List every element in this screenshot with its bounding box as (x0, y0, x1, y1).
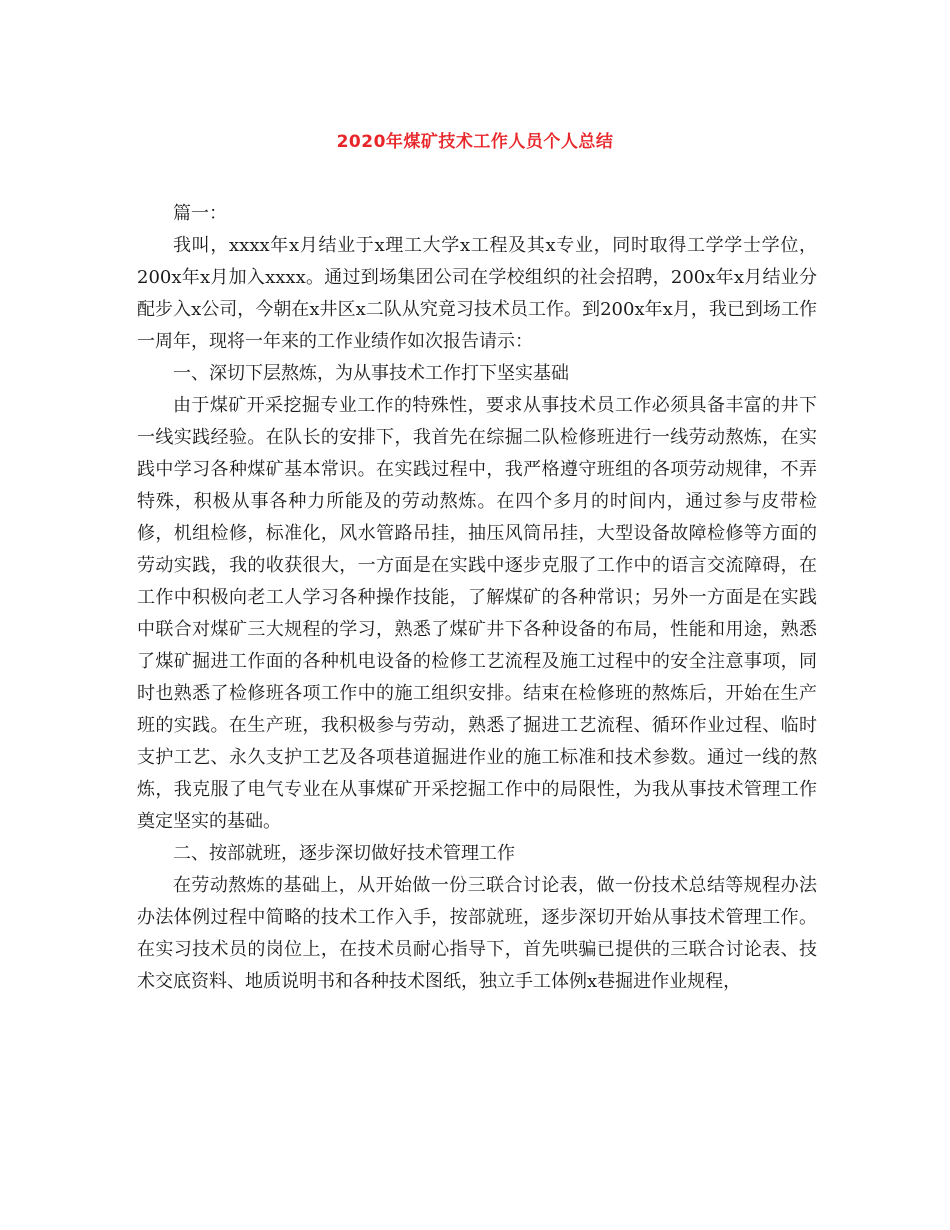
paragraph-section-2: 在劳动熬炼的基础上，从开始做一份三联合讨论表，做一份技术总结等规程办法办法体例过程中简略的技术工作入手，按部就班，逐步深切开始从事技术管理工作。在实习技术员的岗位上，在技术员耐心指导下，首先哄骗已提供的三联合讨论表、技术交底资料、地质说明书和各种技术图纸，独立手工体例x巷掘进作业规程， (137, 875, 817, 992)
heading-section-1: 一、深切下层熬炼，为从事技术工作打下坚实基础 (173, 363, 569, 384)
document-body (137, 198, 817, 998)
heading-section-2: 二、按部就班，逐步深切做好技术管理工作 (173, 843, 515, 864)
paragraph-section-label: 篇一： (173, 203, 227, 224)
paragraph-intro: 我叫，xxxx年x月结业于x理工大学x工程及其x专业，同时取得工学学士学位，200x年x月加入xxxx。通过到场集团公司在学校组织的社会招聘，200x年x月结业分配步入x公司，今朝在x井区x二队从究竟习技术员工作。到200x年x月，我已到场工作一周年，现将一年来的工作业绩作如次报告请示： (137, 235, 817, 352)
paragraph-section-1: 由于煤矿开采挖掘专业工作的特殊性，要求从事技术员工作必须具备丰富的井下一线实践经验。在队长的安排下，我首先在综掘二队检修班进行一线劳动熬炼，在实践中学习各种煤矿基本常识。在实践过程中，我严格遵守班组的各项劳动规律，不弄特殊，积极从事各种力所能及的劳动熬炼。在四个多月的时间内，通过参与皮带检修，机组检修，标准化，风水管路吊挂，抽压风筒吊挂，大型设备故障检修等方面的劳动实践，我的收获很大，一方面是在实践中逐步克服了工作中的语言交流障碍，在工作中积极向老工人学习各种操作技能，了解煤矿的各种常识；另外一方面是在实践中联合对煤矿三大规程的学习，熟悉了煤矿井下各种设备的布局，性能和用途，熟悉了煤矿掘进工作面的各种机电设备的检修工艺流程及施工过程中的安全注意事项，同时也熟悉了检修班各项工作中的施工组织安排。结束在检修班的熬炼后，开始在生产班的实践。在生产班，我积极参与劳动，熟悉了掘进工艺流程、循环作业过程、临时支护工艺、永久支护工艺及各项巷道掘进作业的施工标准和技术参数。通过一线的熬炼，我克服了电气专业在从事煤矿开采挖掘工作中的局限性，为我从事技术管理工作奠定坚实的基础。 (137, 395, 817, 832)
document-title: 2020年煤矿技术工作人员个人总结 (336, 132, 614, 152)
